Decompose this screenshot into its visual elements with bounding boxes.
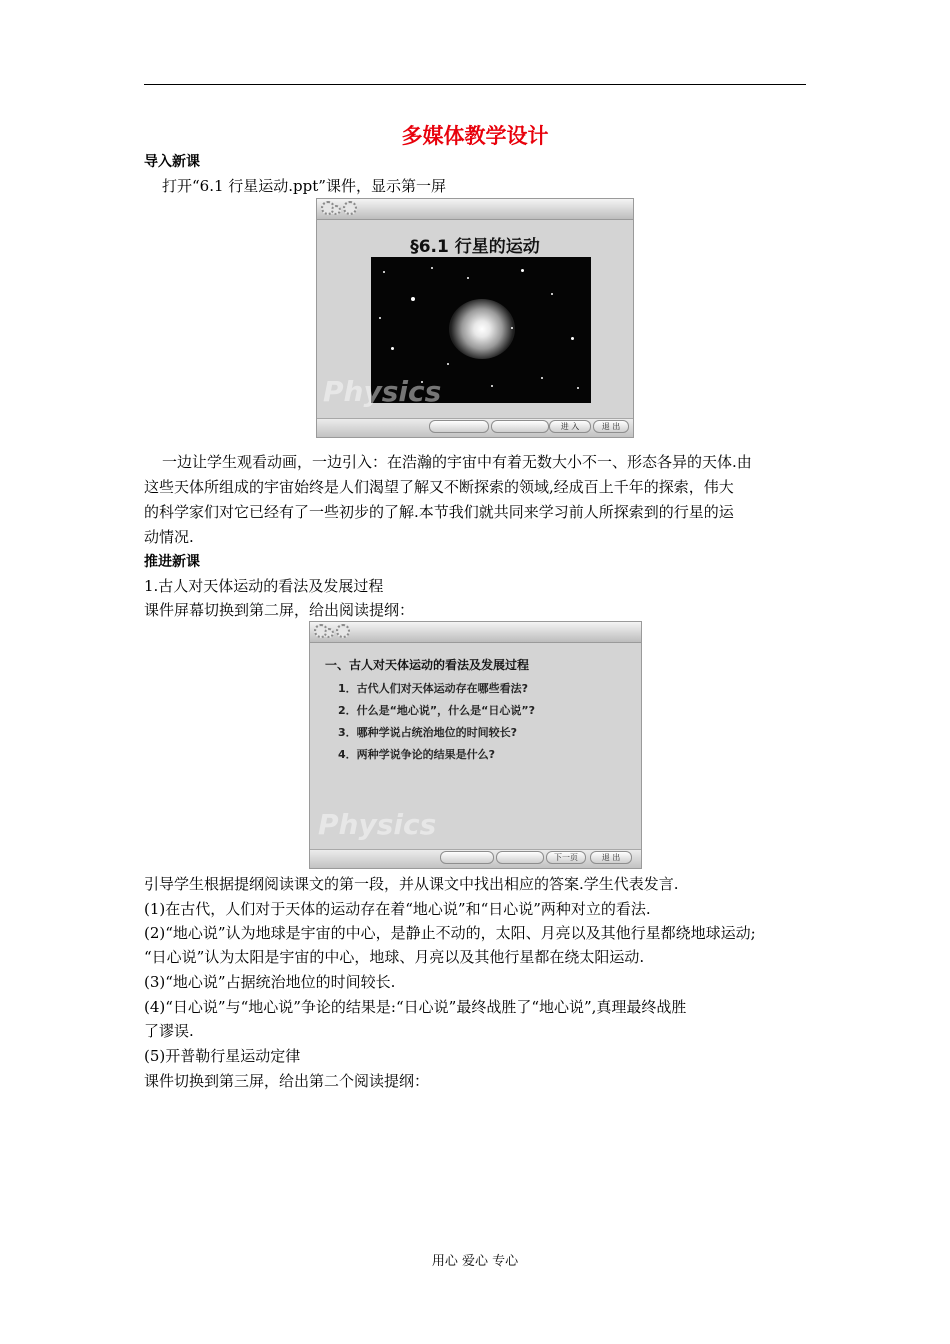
slide-screenshot-2 (309, 621, 642, 869)
section-heading-intro: 导入新课 (144, 154, 200, 170)
outline-question: 3．哪种学说占统治地位的时间较长? (338, 726, 518, 739)
outline-question: 1．古代人们对天体运动存在哪些看法? (338, 682, 529, 695)
section-heading-new: 推进新课 (144, 554, 200, 570)
subsection-title: 1.古人对天体运动的看法及发展过程 (144, 577, 384, 595)
slide-bottom-bar (310, 849, 641, 868)
slide-exit-button: 退 出 (593, 420, 629, 433)
body-line: (3)“地心说”占据统治地位的时间较长. (144, 973, 396, 991)
galaxy-core (449, 299, 515, 359)
body-line: 课件切换到第三屏，给出第二个阅读提纲： (144, 1072, 430, 1090)
gear-icon (324, 628, 334, 638)
slide-title: §6.1 行星的运动 (410, 237, 540, 257)
page-footer: 用心 爱心 专心 (431, 1254, 519, 1269)
paragraph-line: 动情况. (144, 528, 194, 546)
outline-question: 4．两种学说争论的结果是什么? (338, 748, 496, 761)
gear-icon (343, 201, 357, 215)
slide-screenshot-1 (316, 198, 634, 438)
slide-nav-button-blank (440, 851, 494, 864)
paragraph-line: 这些天体所组成的宇宙始终是人们渴望了解又不断探索的领域,经成百上千年的探索，伟大 (144, 478, 734, 496)
body-line: (1)在古代，人们对于天体的运动存在着“地心说”和“日心说”两种对立的看法. (144, 900, 651, 918)
gear-icon (336, 624, 350, 638)
slide-nav-button-blank (496, 851, 544, 864)
slide-bottom-bar (317, 418, 633, 437)
intro-line: 打开“6.1 行星运动.ppt”课件，显示第一屏 (162, 177, 446, 195)
slide-next-button: 下一页 (546, 851, 586, 864)
paragraph-line: 的科学家们对它已经有了一些初步的了解.本节我们就共同来学习前人所探索到的行星的运 (144, 503, 734, 521)
gear-icon (331, 205, 341, 215)
slide-top-bar (310, 622, 641, 643)
body-line: (2)“地心说”认为地球是宇宙的中心，是静止不动的，太阳、月亮以及其他行星都绕地球运动; (144, 924, 756, 942)
slide-nav-button-blank (491, 420, 549, 433)
body-line: (4)“日心说”与“地心说”争论的结果是:“日心说”最终战胜了“地心说”,真理最终战胜 (144, 998, 687, 1016)
slide-outline-heading: 一、古人对天体运动的看法及发展过程 (325, 658, 530, 672)
body-line: (5)开普勒行星运动定律 (144, 1047, 301, 1065)
header-rule (144, 84, 806, 85)
slide-watermark: Physics (318, 808, 437, 841)
slide-exit-button: 退 出 (590, 851, 632, 864)
body-line: 了谬误. (144, 1022, 194, 1040)
outline-question: 2．什么是“地心说”，什么是“日心说”? (338, 704, 535, 717)
slide-nav-button-blank (429, 420, 489, 433)
body-line: 引导学生根据提纲阅读课文的第一段，并从课文中找出相应的答案.学生代表发言. (144, 875, 679, 893)
body-line: “日心说”认为太阳是宇宙的中心，地球、月亮以及其他行星都在绕太阳运动. (144, 948, 645, 966)
slide-watermark: Physics (323, 375, 442, 408)
page-title: 多媒体教学设计 (401, 124, 549, 148)
slide-top-bar (317, 199, 633, 220)
paragraph-line: 一边让学生观看动画，一边引入：在浩瀚的宇宙中有着无数大小不一、形态各异的天体.由 (162, 453, 752, 471)
slide-enter-button: 进 入 (549, 420, 591, 433)
slide2-intro: 课件屏幕切换到第二屏，给出阅读提纲： (144, 601, 415, 619)
